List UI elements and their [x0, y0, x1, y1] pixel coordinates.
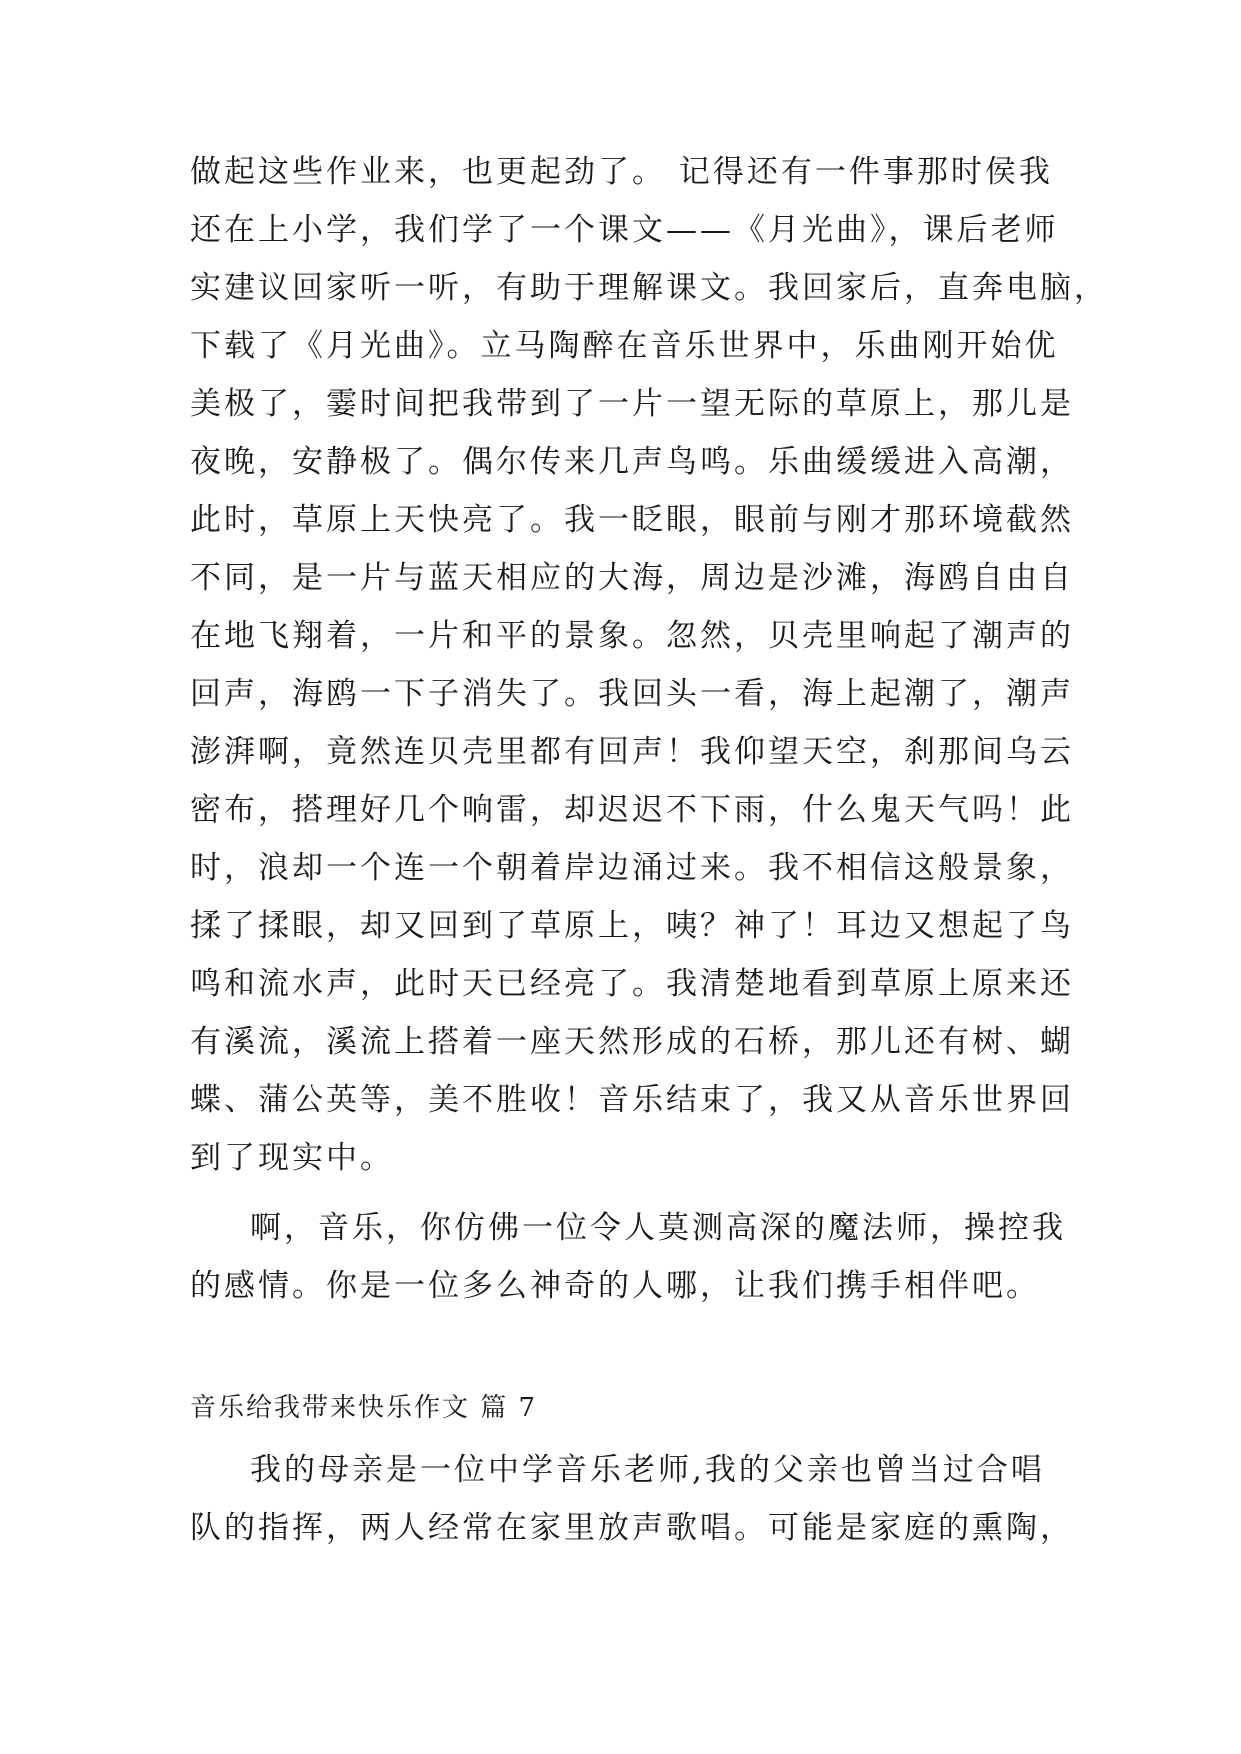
- section-heading: 音乐给我带来快乐作文 篇 7: [190, 1393, 538, 1423]
- body-text-line: 啊，音乐，你仿佛一位令人莫测高深的魔法师，操控我: [250, 1210, 1066, 1246]
- body-text-line: 做起这些作业来，也更起劲了。 记得还有一件事那时侯我: [190, 154, 1053, 190]
- body-text-line: 回声，海鸥一下子消失了。我回头一看，海上起潮了，潮声: [190, 676, 1074, 712]
- body-text-line: 的感情。你是一位多么神奇的人哪，让我们携手相伴吧。: [190, 1268, 1040, 1304]
- body-text-line: 在地飞翔着，一片和平的景象。忽然，贝壳里响起了潮声的: [190, 618, 1074, 654]
- body-text-line: 我的母亲是一位中学音乐老师,我的父亲也曾当过合唱: [250, 1452, 1045, 1488]
- body-text-line: 夜晚，安静极了。偶尔传来几声鸟鸣。乐曲缓缓进入高潮，: [190, 444, 1074, 480]
- body-text-line: 美极了，霎时间把我带到了一片一望无际的草原上，那儿是: [190, 386, 1074, 422]
- body-text-line: 还在上小学，我们学了一个课文——《月光曲》，课后老师: [190, 212, 1059, 248]
- body-text-line: 实建议回家听一听，有助于理解课文。我回家后，直奔电脑，: [190, 270, 1108, 306]
- body-text-line: 此时，草原上天快亮了。我一眨眼，眼前与刚才那环境截然: [190, 502, 1074, 538]
- body-text-line: 有溪流，溪流上搭着一座天然形成的石桥，那儿还有树、蝴: [190, 1024, 1074, 1060]
- body-text-line: 鸣和流水声，此时天已经亮了。我清楚地看到草原上原来还: [190, 966, 1074, 1002]
- body-text-line: 时，浪却一个连一个朝着岸边涌过来。我不相信这般景象，: [190, 850, 1074, 886]
- body-text-line: 澎湃啊，竟然连贝壳里都有回声！我仰望天空，刹那间乌云: [190, 734, 1074, 770]
- body-text-line: 蝶、蒲公英等，美不胜收！音乐结束了，我又从音乐世界回: [190, 1082, 1074, 1118]
- body-text-line: 密布，搭理好几个响雷，却迟迟不下雨，什么鬼天气吗！此: [190, 792, 1074, 828]
- body-text-line: 不同，是一片与蓝天相应的大海，周边是沙滩，海鸥自由自: [190, 560, 1074, 596]
- body-text-line: 揉了揉眼，却又回到了草原上，咦？神了！耳边又想起了鸟: [190, 908, 1074, 944]
- body-text-line: 队的指挥，两人经常在家里放声歌唱。可能是家庭的熏陶，: [190, 1510, 1074, 1546]
- body-text-line: 下载了《月光曲》。立马陶醉在音乐世界中，乐曲刚开始优: [190, 328, 1059, 364]
- body-text-line: 到了现实中。: [190, 1140, 394, 1176]
